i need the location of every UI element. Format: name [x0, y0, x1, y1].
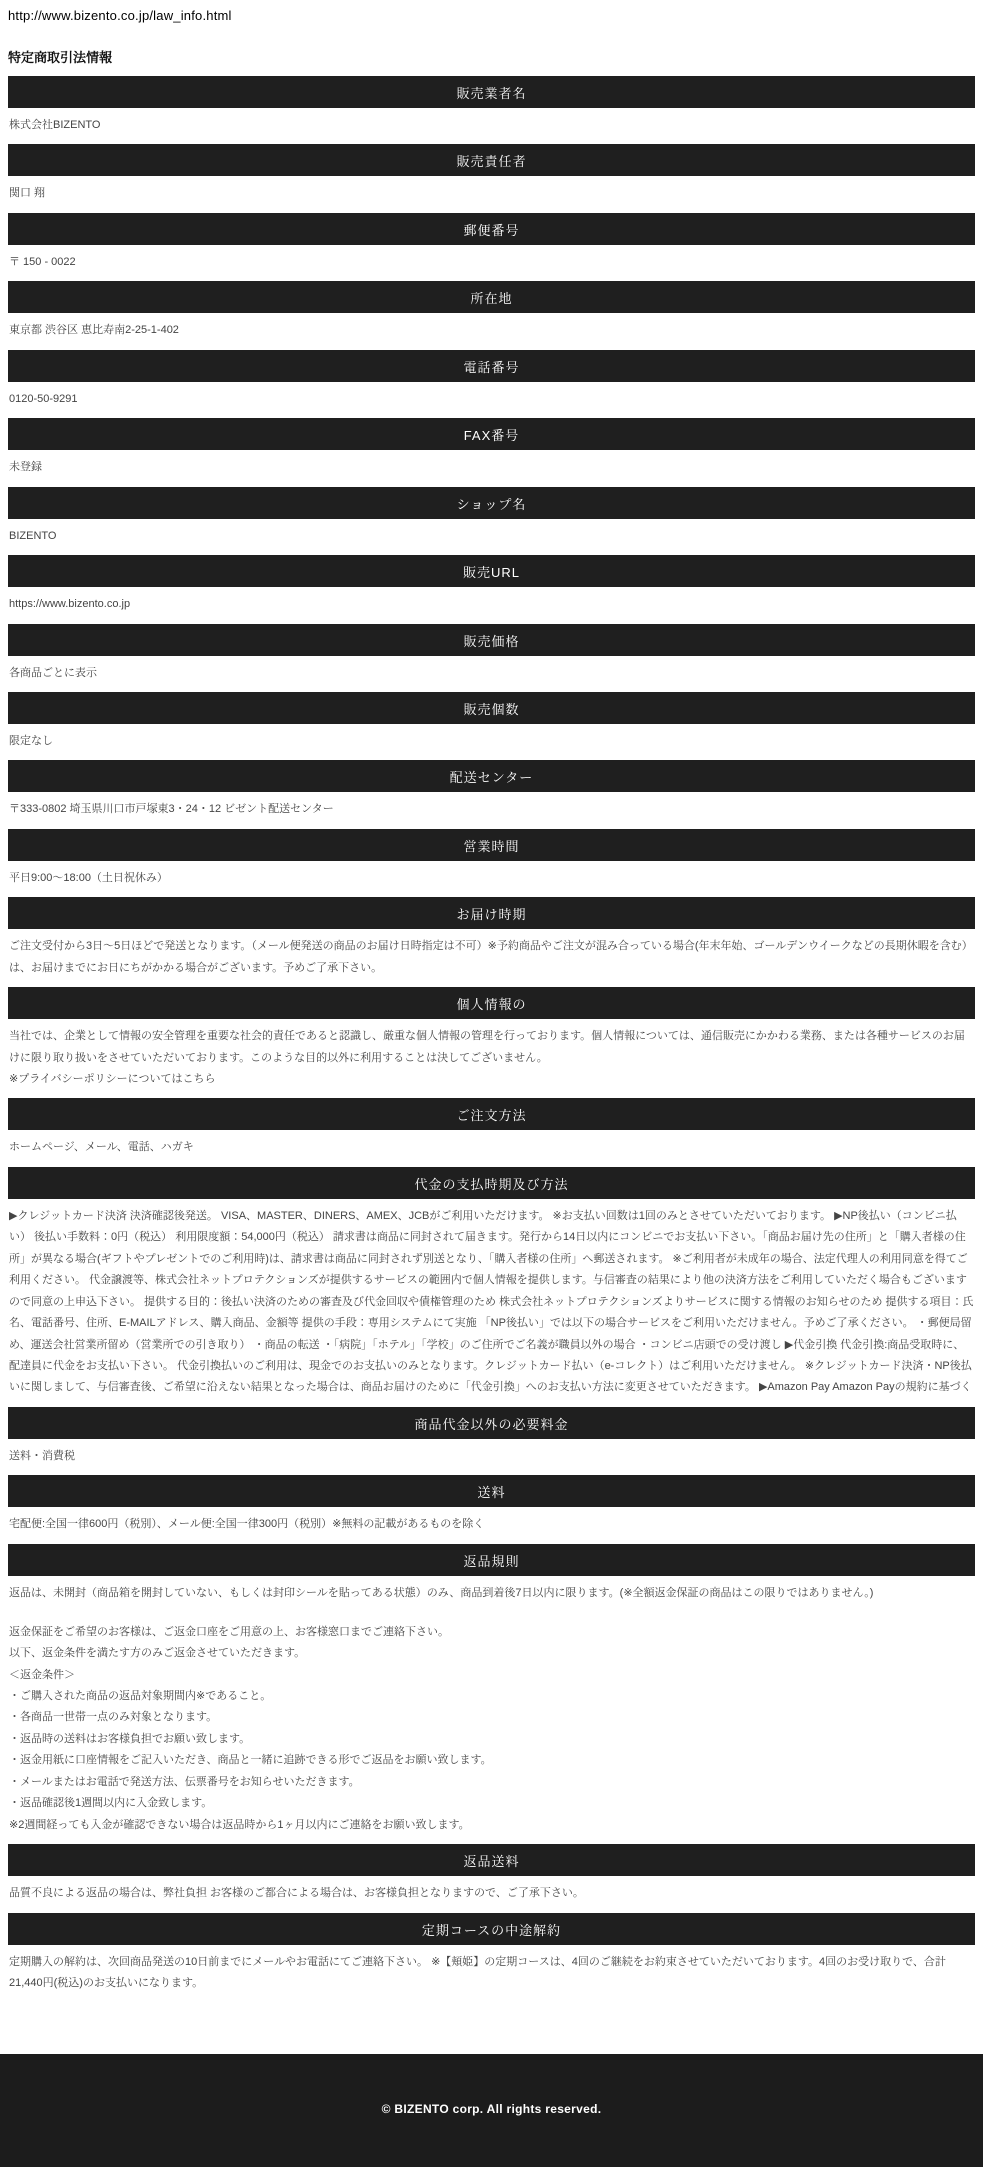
section-text-line: 各商品ごとに表示: [9, 666, 97, 679]
section-text-line: 株式会社BIZENTO: [9, 119, 101, 131]
section-content: [8, 519, 975, 555]
section-content: [8, 108, 975, 144]
section: [8, 1475, 975, 1543]
section-header: 販売個数: [8, 692, 975, 724]
section: [8, 1407, 975, 1475]
section-content: [8, 1019, 975, 1098]
section-content: [8, 1945, 975, 2003]
section-header: 電話番号: [8, 350, 975, 382]
sections-list: [8, 76, 975, 2002]
section-header: 所在地: [8, 281, 975, 313]
section-text-line: 定期購入の解約は、次回商品発送の10日前までにメールやお電話にてご連絡下さい。 ※【頬姫】の定期コースは、4回のご継続をお約束させていただいております。4回のお受け取りで、合計21,440円(税込)のお支払いになります。: [9, 1955, 946, 1989]
section-text-line: ・メールまたはお電話で発送方法、伝票番号をお知らせいただきます。: [9, 1775, 360, 1788]
section-text-line: 平日9:00〜18:00（土日祝休み）: [9, 871, 168, 884]
section-text-line: ・各商品一世帯一点のみ対象となります。: [9, 1711, 218, 1724]
section-text-line: 返品は、未開封（商品箱を開封していない、もしくは封印シールを貼ってある状態）のみ、商品到着後7日以内に限ります。(※全額返金保証の商品はこの限りではありません。): [9, 1586, 874, 1599]
section-header: 個人情報の: [8, 987, 975, 1019]
section-header: 販売業者名: [8, 76, 975, 108]
section-content: [8, 792, 975, 828]
section-text-line: 当社では、企業として情報の安全管理を重要な社会的責任であると認識し、厳重な個人情報の管理を行っております。個人情報については、通信販売にかかわる業務、または各種サービスのお届けに限り取り扱いをさせていただいております。このような目的以外に利用することは決してございません。: [9, 1030, 965, 1064]
section: [8, 829, 975, 897]
section: [8, 144, 975, 212]
copyright-text: © BIZENTO corp. All rights reserved.: [381, 2102, 602, 2117]
section: [8, 281, 975, 349]
section: [8, 760, 975, 828]
section-content: [8, 382, 975, 418]
section: [8, 987, 975, 1098]
section: [8, 213, 975, 281]
section-text-line: BIZENTO: [9, 529, 57, 542]
section-content: [8, 724, 975, 760]
section-text-line: https://www.bizento.co.jp: [9, 598, 131, 611]
section-text-line: 東京都 渋谷区 恵比寿南2-25-1-402: [9, 324, 179, 337]
section-content: [8, 656, 975, 692]
section-content: [8, 929, 975, 987]
section-content: [8, 861, 975, 897]
section-header: 販売価格: [8, 624, 975, 656]
section-header: 返品送料: [8, 1844, 975, 1876]
section-text-line: 限定なし: [9, 734, 53, 747]
section-text-line: ▶クレジットカード決済 決済確認後発送。 VISA、MASTER、DINERS、AMEX、JCBがご利用いただけます。 ※お支払い回数は1回のみとさせていただいております。 ▶NP後払い（コンビニ払い） 後払い手数料：0円（税込） 利用限度額：54,000円（税込） 請求書は商品に同封されて届きます。発行から14日以内にコンビニでお支払い下さい。「商品お届け先の住所」と「購入者様の住所」が異なる場合(ギフトやプレゼントでのご利用時)は、請求書は商品に同封されず別送となり、「購入者様の住所」へ郵送されます。 ※ご利用者が未成年の場合、法定代理人の利用同意を得てご利用ください。 代金譲渡等、株式会社ネットプロテクションズが提供するサービスの範囲内で個人情報を提供します。与信審査の結果により他の決済方法をご利用していただく場合もございますので同意の上申込下さい。 提供する目的：後払い決済のための審査及び代金回収や債権管理のため 株式会社ネットプロテクションズよりサービスに関する情報のお知らせのため 提供する項目：氏名、電話番号、住所、E-MAILアドレス、購入商品、金額等 提供の手段：専用システムにて実施 「NP後払い」では以下の場合サービスをご利用いただけません。予めご了承ください。 ・郵便局留め、運送会社営業所留め（営業所での引き取り） ・商品の転送 ・「病院」「ホテル」「学校」のご住所でご名義が職員以外の場合 ・コンビニ店頭での受け渡し ▶代金引換 代金引換:商品受取時に、配達員に代金をお支払い下さい。 代金引換払いのご利用は、現金でのお支払いのみとなります。クレジットカード払い（e-コレクト）はご利用いただけません。 ※クレジットカード決済・NP後払いに関しまして、与信審査後、ご希望に沿えない結果となった場合は、商品お届けのために「代金引換」へのお支払い方法に変更させていただきます。 ▶Amazon Pay Amazon Payの規約に基づく: [9, 1209, 974, 1394]
blank-line: [9, 1604, 974, 1622]
section-text-line: ホームページ、メール、電話、ハガキ: [9, 1141, 194, 1154]
section-text-line: 宅配便:全国一律600円（税別）、メール便:全国一律300円（税別）※無料の記載があるものを除く: [9, 1518, 485, 1531]
section-content: [8, 1130, 975, 1166]
section-text-line: ※2週間経っても入金が確認できない場合は返品時から1ヶ月以内にご連絡をお願い致します。: [9, 1818, 470, 1831]
section: [8, 1544, 975, 1844]
section: [8, 1167, 975, 1407]
section-header: 代金の支払時期及び方法: [8, 1167, 975, 1199]
section: [8, 1844, 975, 1912]
section-content: [8, 313, 975, 349]
section-text-line: 〒333-0802 埼玉県川口市戸塚東3・24・12 ビゼント配送センター: [9, 803, 334, 816]
page-title: 特定商取引法情報: [8, 50, 113, 65]
section-header: 商品代金以外の必要料金: [8, 1407, 975, 1439]
section: [8, 487, 975, 555]
section-header: FAX番号: [8, 418, 975, 450]
section-header: ショップ名: [8, 487, 975, 519]
section-header: 返品規則: [8, 1544, 975, 1576]
section-header: 配送センター: [8, 760, 975, 792]
section-text-line: 送料・消費税: [9, 1449, 75, 1462]
section-text-line: 返金保証をご希望のお客様は、ご返金口座をご用意の上、お客様窓口までご連絡下さい。: [9, 1625, 449, 1638]
section-text-line: ・返品時の送料はお客様負担でお願い致します。: [9, 1732, 251, 1745]
section: [8, 76, 975, 144]
section-content: [8, 1576, 975, 1844]
section-text-line: ※プライバシーポリシーについてはこちら: [9, 1073, 216, 1085]
section: [8, 555, 975, 623]
section-text-line: ・ご購入された商品の返品対象期間内※であること。: [9, 1690, 272, 1703]
section-header: 送料: [8, 1475, 975, 1507]
section-header: お届け時期: [8, 897, 975, 929]
section-text-line: ・返品確認後1週間以内に入金致します。: [9, 1797, 213, 1810]
section: [8, 418, 975, 486]
section-content: [8, 176, 975, 212]
section-header: 郵便番号: [8, 213, 975, 245]
section-content: [8, 1199, 975, 1407]
section-text-line: 以下、返金条件を満たす方のみご返金させていただきます。: [9, 1647, 306, 1660]
section-content: [8, 450, 975, 486]
page-footer: [0, 2054, 983, 2167]
section-text-line: 未登録: [9, 461, 42, 474]
section-header: 販売URL: [8, 555, 975, 587]
section: [8, 350, 975, 418]
section: [8, 1913, 975, 2003]
section-content: [8, 245, 975, 281]
section-content: [8, 1439, 975, 1475]
section-text-line: ご注文受付から3日〜5日ほどで発送となります。（メール便発送の商品のお届け日時指定は不可）※予約商品やご注文が混み合っている場合(年末年始、ゴールデンウイークなどの長期休暇を含む）は、お届けまでにお日にちがかかる場合がございます。予めご了承下さい。: [9, 940, 973, 974]
section-text-line: 関口 翔: [9, 187, 46, 200]
section-text-line: ・返金用紙に口座情報をご記入いただき、商品と一緒に追跡できる形でご返品をお願い致します。: [9, 1754, 492, 1767]
section-text-line: 品質不良による返品の場合は、弊社負担 お客様のご都合による場合は、お客様負担となりますので、ご了承下さい。: [9, 1887, 584, 1900]
section-text-line: 0120-50-9291: [9, 392, 78, 405]
section-header: 販売責任者: [8, 144, 975, 176]
section-text-line: ＜返金条件＞: [9, 1668, 75, 1681]
section-content: [8, 1507, 975, 1543]
section-text-line: 〒 150 - 0022: [9, 255, 76, 268]
section-header: ご注文方法: [8, 1098, 975, 1130]
section: [8, 624, 975, 692]
section-header: 定期コースの中途解約: [8, 1913, 975, 1945]
section: [8, 1098, 975, 1166]
section-header: 営業時間: [8, 829, 975, 861]
section-content: [8, 1876, 975, 1912]
page-url-text: http://www.bizento.co.jp/law_info.html: [8, 8, 232, 23]
section: [8, 897, 975, 987]
section: [8, 692, 975, 760]
section-content: [8, 587, 975, 623]
